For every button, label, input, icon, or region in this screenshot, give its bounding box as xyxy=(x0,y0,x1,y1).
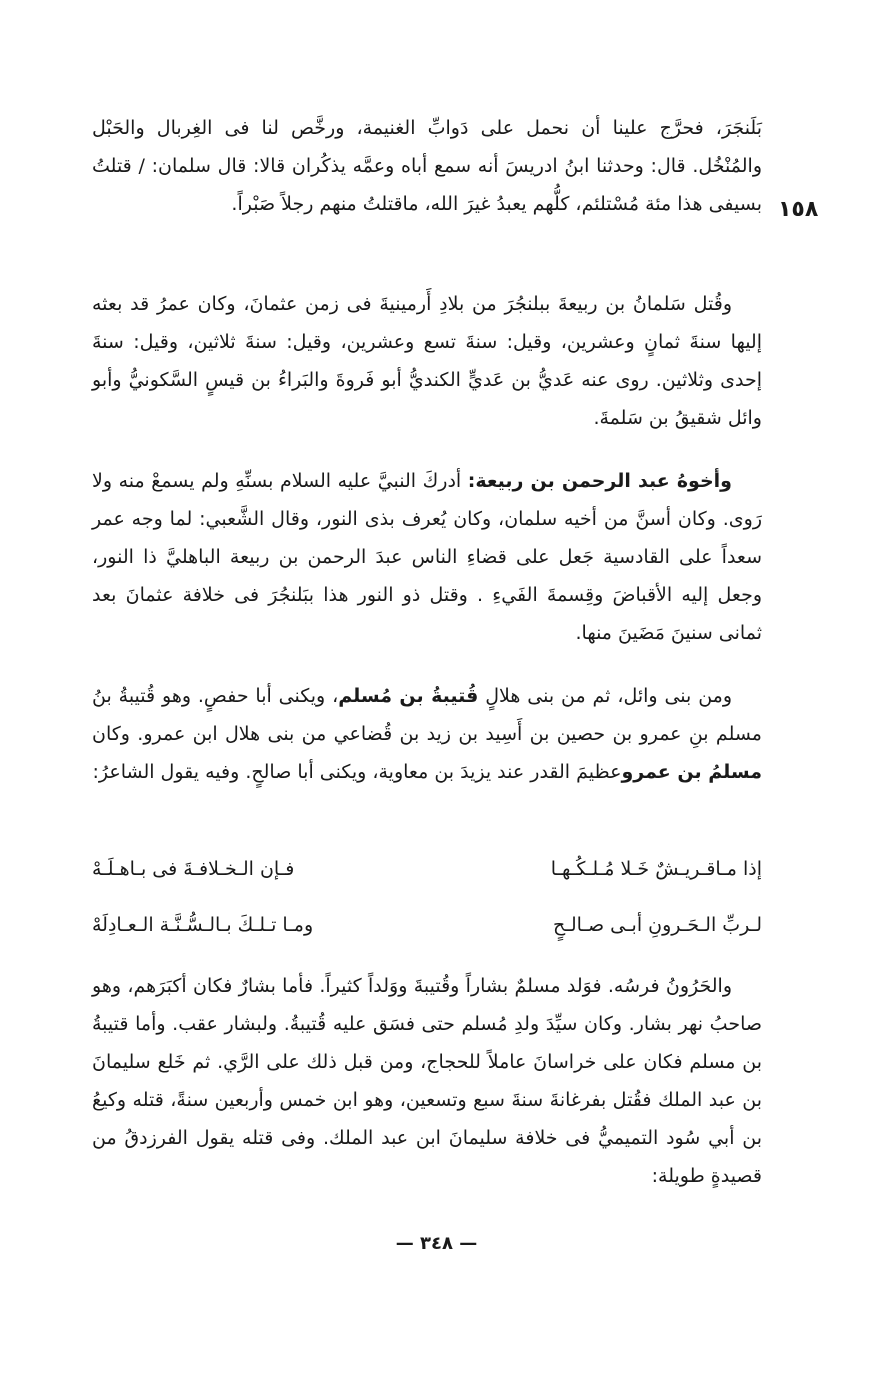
person-name: مسلمُ بن عمرو xyxy=(621,761,762,783)
paragraph-text: بَلَنجَرَ، فحرَّج علينا أن نحمل على دَوابِّ الغنيمة، ورخَّص لنا فى الغِربال والحَبْل والمُنْخُل. قال: وحدثنا ابنُ ادريسَ أنه سمع أباه وعمَّه يذكُران قالا: قال سلمان: / قتلتُ بسيفى هذا مئة مُسْتلئم، كلُّهم يعبدُ غيرَ الله، ماقتلتُ منهم رجلاً صَبْراً. xyxy=(92,117,763,215)
paragraph-text: وقُتل سَلمانُ بن ربيعةَ ببلنجُرَ من بلادِ أَرمينيةَ فى زمن عثمانَ، وكان عمرُ قد بعثه إليها سنةَ ثمانٍ وعشرين، وقيل: سنةَ تسع وعشرين، وقيل: سنةَ ثلاثين، وقيل: سنةَ إحدى وثلاثين. روى عنه عَديُّ بن عَديٍّ الكنديُّ أبو فَروةَ والبَراءُ بن قيسٍ السَّكونيُّ وأبو وائل شقيقُ بن سَلمةَ. xyxy=(92,293,762,429)
paragraph-1 xyxy=(92,109,762,223)
page-number: — ٣٤٨ — xyxy=(395,1233,478,1254)
person-name: وأخوهُ عبد الرحمن بن ربيعة: xyxy=(467,470,732,492)
paragraph-2 xyxy=(92,285,762,437)
paragraph-3 xyxy=(92,462,762,652)
paragraph-5 xyxy=(92,967,762,1195)
paragraph-4 xyxy=(92,677,762,791)
verse-hemistich-second: ومـا تـلـكَ بـالـسُّـنَّـة الـعـادِلَهْ xyxy=(92,914,314,936)
verse-hemistich-first: إذا مـاقـريـشٌ خَـلا مُـلـكُـهـا xyxy=(550,858,762,880)
verse-line-2 xyxy=(92,914,762,954)
paragraph-text: ومن بنى وائل، ثم من بنى هلالٍ قُتيبةُ بن مُسلم، ويكنى أبا حفصٍ. وهو قُتيبةُ بنُ مسلم بنِ عمرو بن حصين بن أَسِيد بن زيد بن قُضاعي من بنى هلال ابن عمرو. وكان مسلمُ بن عمروعظيمَ القدر عند يزيدَ بن معاوية، ويكنى أبا صالحٍ. وفيه يقول الشاعرُ: xyxy=(92,685,762,783)
paragraph-text: وأخوهُ عبد الرحمن بن ربيعة: أدركَ النبيَّ عليه السلام بسنِّهِ ولم يسمعْ منه ولا رَوى. وكان أسنَّ من أخيه سلمان، وكان يُعرف بذى النور، وقال الشَّعبي: لما وجه عمر سعداً على القادسية جَعل على قضاءِ الناس عبدَ الرحمن بن ربيعة الباهليَّ ذا النور، وجعل إليه الأقباضَ وقِسمةَ الفَيءِ . وقتل ذو النور هذا ببَلنجُرَ فى خلافة عثمانَ بعد ثمانى سنينَ مَضَينَ منها. xyxy=(92,470,763,644)
person-name: قُتيبةُ بن مُسلم xyxy=(338,685,479,707)
paragraph-text: والحَرُونُ فرسُه. فوَلد مسلمٌ بشاراً وقُتيبةَ ووَلداً كثيراً. فأما بشارٌ فكان أكبَرَهم، وهو صاحبُ نهر بشار. وكان سيِّدَ ولدِ مُسلم حتى فسَق عليه قُتيبةُ. ولبشار عقب. وأما قتيبةُ بن مسلم فكان على خراسانَ عاملاً للحجاج، ومن قبل ذلك على الرَّي. ثم خَلع سليمانَ بن عبد الملك فقُتل بفرغانةَ سنةَ سبع وتسعين، وهو ابن خمس وأربعين سنةً، قتله وكيعُ بن أبي سُود التميميُّ فى خلافة سليمانَ ابن عبد الملك. وفى قتله يقول الفرزدقُ من قصيدةٍ طويلة: xyxy=(92,975,763,1187)
verse-line-1 xyxy=(92,858,762,898)
verse-hemistich-first: لـربِّ الـحَـرونِ أبـى صـالـحٍ xyxy=(553,914,762,936)
verse-hemistich-second: فـإن الـخـلافـةَ فى بـاهـلَـهْ xyxy=(92,858,295,880)
margin-page-number: ١٥٨ xyxy=(778,197,819,222)
